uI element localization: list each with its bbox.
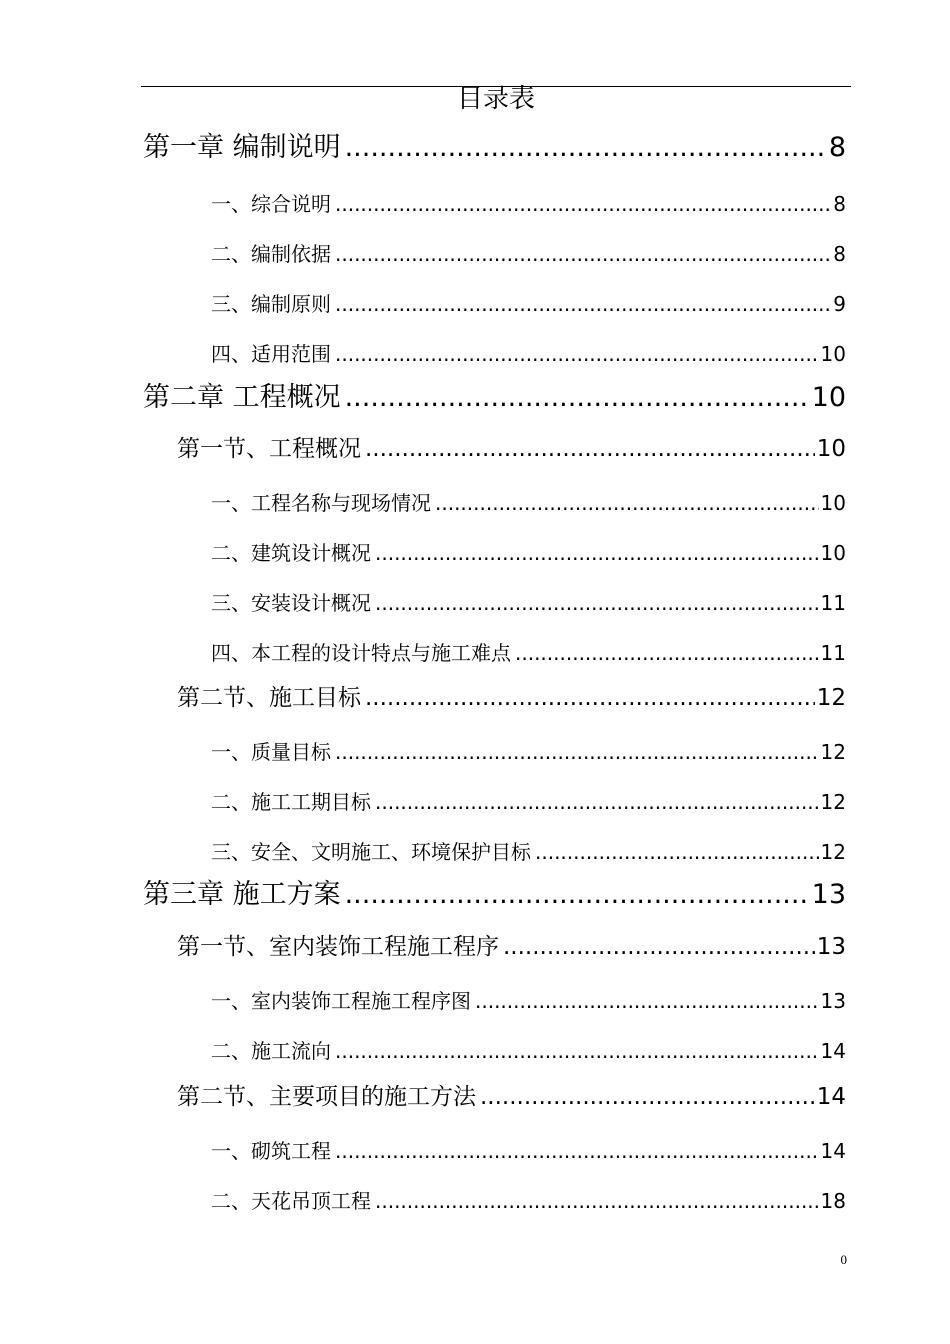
toc-entry-item[interactable] [211,739,846,765]
toc-entry-item[interactable] [211,341,846,367]
toc-entry-label: 二、施工流向 [211,1039,331,1063]
toc-entry-label: 二、建筑设计概况 [211,541,371,565]
dot-leader [335,341,819,367]
dot-leader [475,988,819,1014]
toc-entry-item[interactable] [211,241,846,267]
toc-entry-label: 一、砌筑工程 [211,1139,331,1163]
dot-leader [365,434,815,464]
toc-entry-label: 第一节、室内装饰工程施工程序 [177,934,499,960]
toc-entry-page: 12 [820,790,846,814]
dot-leader [435,490,819,516]
toc-entry-section[interactable] [177,932,846,962]
dot-leader [375,789,819,815]
toc-entry-section[interactable] [177,683,846,713]
dot-leader [335,191,831,217]
dot-leader [375,540,819,566]
toc-entry-page: 10 [820,541,846,565]
toc-entry-item[interactable] [211,291,846,317]
toc-entry-item[interactable] [211,490,846,516]
toc-entry-item[interactable] [211,1138,846,1164]
dot-leader [335,291,831,317]
toc-entry-page: 9 [833,292,846,316]
toc-entry-label: 第二章 工程概况 [143,382,341,413]
toc-entry-item[interactable] [211,590,846,616]
dot-leader [375,1188,819,1214]
toc-entry-item[interactable] [211,988,846,1014]
dot-leader [365,683,815,713]
toc-entry-item[interactable] [211,191,846,217]
dot-leader [503,932,815,962]
toc-entry-page: 10 [811,382,846,413]
toc-entry-page: 12 [820,740,846,764]
dot-leader [335,241,831,267]
toc-entry-label: 三、安装设计概况 [211,591,371,615]
toc-entry-page: 8 [833,192,846,216]
toc-entry-page: 14 [820,1039,846,1063]
toc-entry-page: 10 [816,436,846,462]
toc-entry-page: 13 [811,879,846,910]
toc-entry-label: 二、天花吊顶工程 [211,1189,371,1213]
dot-leader [335,1038,819,1064]
toc-entry-page: 13 [820,989,846,1013]
toc-title: 目录表 [456,84,535,114]
toc-entry-label: 第一章 编制说明 [143,132,341,163]
toc-entry-page: 18 [820,1189,846,1213]
toc-entry-label: 一、工程名称与现场情况 [211,491,431,515]
toc-entry-chapter[interactable] [143,878,846,912]
toc-entry-section[interactable] [177,434,846,464]
toc-entry-page: 11 [820,641,846,665]
toc-entry-page: 8 [828,132,846,163]
toc-entry-page: 12 [820,840,846,864]
toc-entry-label: 四、适用范围 [211,342,331,366]
toc-entry-label: 第二节、主要项目的施工方法 [177,1084,476,1110]
toc-entry-chapter[interactable] [143,381,846,415]
dot-leader [535,839,819,865]
toc-entry-label: 二、编制依据 [211,242,331,266]
toc-entry-page: 13 [816,934,846,960]
dot-leader [345,381,810,415]
toc-entry-label: 四、本工程的设计特点与施工难点 [211,641,511,665]
toc-entry-item[interactable] [211,540,846,566]
dot-leader [335,739,819,765]
toc-entry-item[interactable] [211,789,846,815]
toc-entry-page: 14 [816,1084,846,1110]
toc-entry-label: 一、综合说明 [211,192,331,216]
toc-entry-page: 11 [820,591,846,615]
dot-leader [345,878,810,912]
toc-entry-page: 10 [820,342,846,366]
dot-leader [480,1082,815,1112]
dot-leader [345,131,827,165]
dot-leader [515,640,819,666]
toc-entry-page: 8 [833,242,846,266]
toc-entry-label: 第一节、工程概况 [177,436,361,462]
toc-entry-page: 12 [816,685,846,711]
toc-entry-page: 10 [820,491,846,515]
toc-entry-label: 第二节、施工目标 [177,685,361,711]
toc-entry-chapter[interactable] [143,131,846,165]
toc-entry-label: 三、安全、文明施工、环境保护目标 [211,840,531,864]
toc-entry-section[interactable] [177,1082,846,1112]
toc-entry-item[interactable] [211,839,846,865]
dot-leader [375,590,819,616]
dot-leader [335,1138,819,1164]
toc-entry-label: 一、室内装饰工程施工程序图 [211,989,471,1013]
toc-entry-label: 第三章 施工方案 [143,879,341,910]
toc-entry-page: 14 [820,1139,846,1163]
toc-entry-label: 二、施工工期目标 [211,790,371,814]
toc-entry-item[interactable] [211,1038,846,1064]
page-number: 0 [840,1252,847,1267]
toc-entry-item[interactable] [211,640,846,666]
toc-entry-label: 三、编制原则 [211,292,331,316]
toc-entry-item[interactable] [211,1188,846,1214]
toc-entry-label: 一、质量目标 [211,740,331,764]
